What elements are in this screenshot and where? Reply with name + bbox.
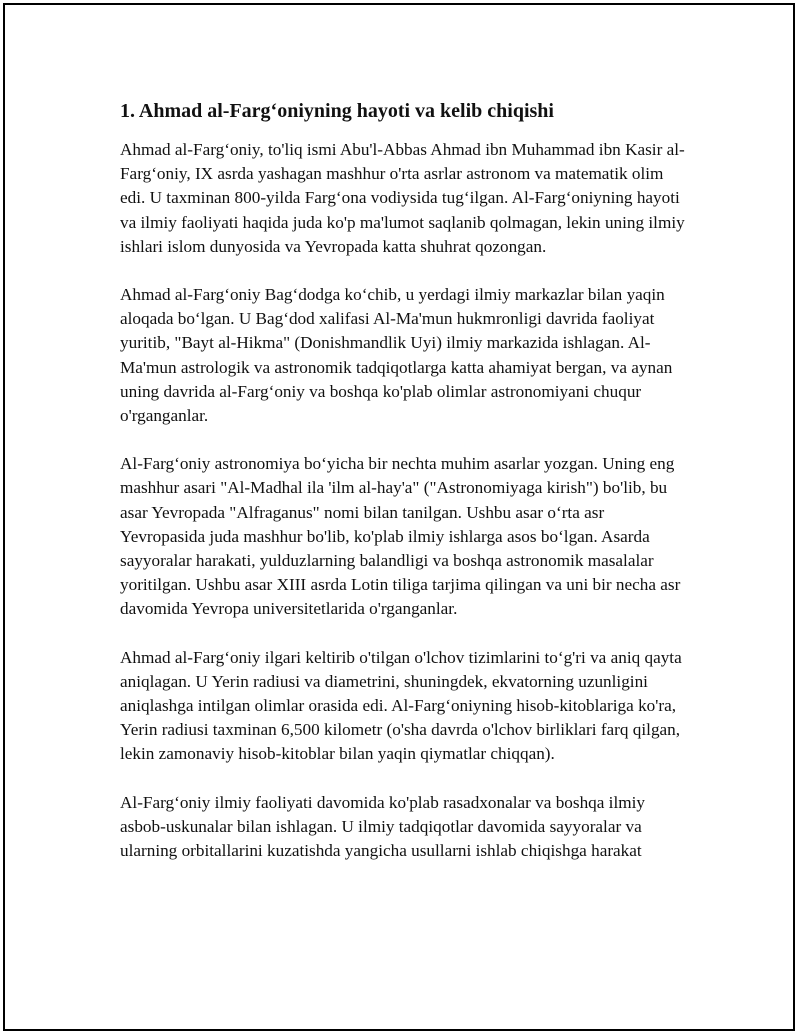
- paragraph-3: Al-Farg‘oniy astronomiya bo‘yicha bir nechta muhim asarlar yozgan. Uning eng mashhur asari "Al-Madhal ila 'ilm al-hay'a" ("Astronomiyaga kirish") bo'lib, bu asar Yevropada "Alfraganus" nomi bilan tanilgan. Ushbu asar o‘rta asr Yevropasida juda mashhur bo'lib, ko'plab ilmiy ishlarga asos bo‘lgan. Asarda sayyoralar harakati, yulduzlarning balandligi va boshqa astronomik masalalar yoritilgan. Ushbu asar XIII asrda Lotin tiliga tarjima qilingan va uni bir necha asr davomida Yevropa universitetlarida o'rganganlar.: [120, 454, 681, 619]
- paragraph-2: Ahmad al-Farg‘oniy Bag‘dodga ko‘chib, u yerdagi ilmiy markazlar bilan yaqin aloqada bo‘lgan. U Bag‘dod xalifasi Al-Ma'mun hukmronligi davrida faoliyat yuritib, "Bayt al-Hikma" (Donishmandlik Uyi) ilmiy markazida ishlagan. Al-Ma'mun astrologik va astronomik tadqiqotlarga katta ahamiyat bergan, va aynan uning davrida al-Farg‘oniy va boshqa ko'plab olimlar astronomiyani chuqur o'rganganlar.: [120, 285, 673, 426]
- paragraph-4: Ahmad al-Farg‘oniy ilgari keltirib o'tilgan o'lchov tizimlarini to‘g'ri va aniq qayta aniqlagan. U Yerin radiusi va diametrini, shuningdek, ekvatorning uzunligini aniqlashga intilgan olimlar orasida edi. Al-Farg‘oniyning hisob-kitoblariga ko'ra, Yerin radiusi taxminan 6,500 kilometr (o'sha davrda o'lchov birliklari farq qilgan, lekin zamonaviy hisob-kitoblar bilan yaqin qiymatlar chiqqan).: [120, 647, 682, 764]
- paragraph-5: Al-Farg‘oniy ilmiy faoliyati davomida ko'plab rasadxonalar va boshqa ilmiy asbob-uskunalar bilan ishlagan. U ilmiy tadqiqotlar davomida sayyoralar va ularning orbitallarini kuzatishda yangicha usullarni ishlab chiqishga harakat: [120, 792, 645, 861]
- document-body: [120, 98, 690, 887]
- section-heading: 1. Ahmad al-Farg‘oniyning hayoti va kelib chiqishi: [120, 100, 554, 122]
- paragraph-1: Ahmad al-Farg‘oniy, to'liq ismi Abu'l-Abbas Ahmad ibn Muhammad ibn Kasir al-Farg‘oniy, IX asrda yashagan mashhur o'rta asrlar astronom va matematik olim edi. U taxminan 800-yilda Farg‘ona vodiysida tug‘ilgan. Al-Farg‘oniyning hayoti va ilmiy faoliyati haqida juda ko'p ma'lumot saqlanib qolmagan, lekin uning ilmiy ishlari islom dunyosida va Yevropada katta shuhrat qozongan.: [120, 140, 685, 256]
- document-page: [3, 3, 795, 1031]
